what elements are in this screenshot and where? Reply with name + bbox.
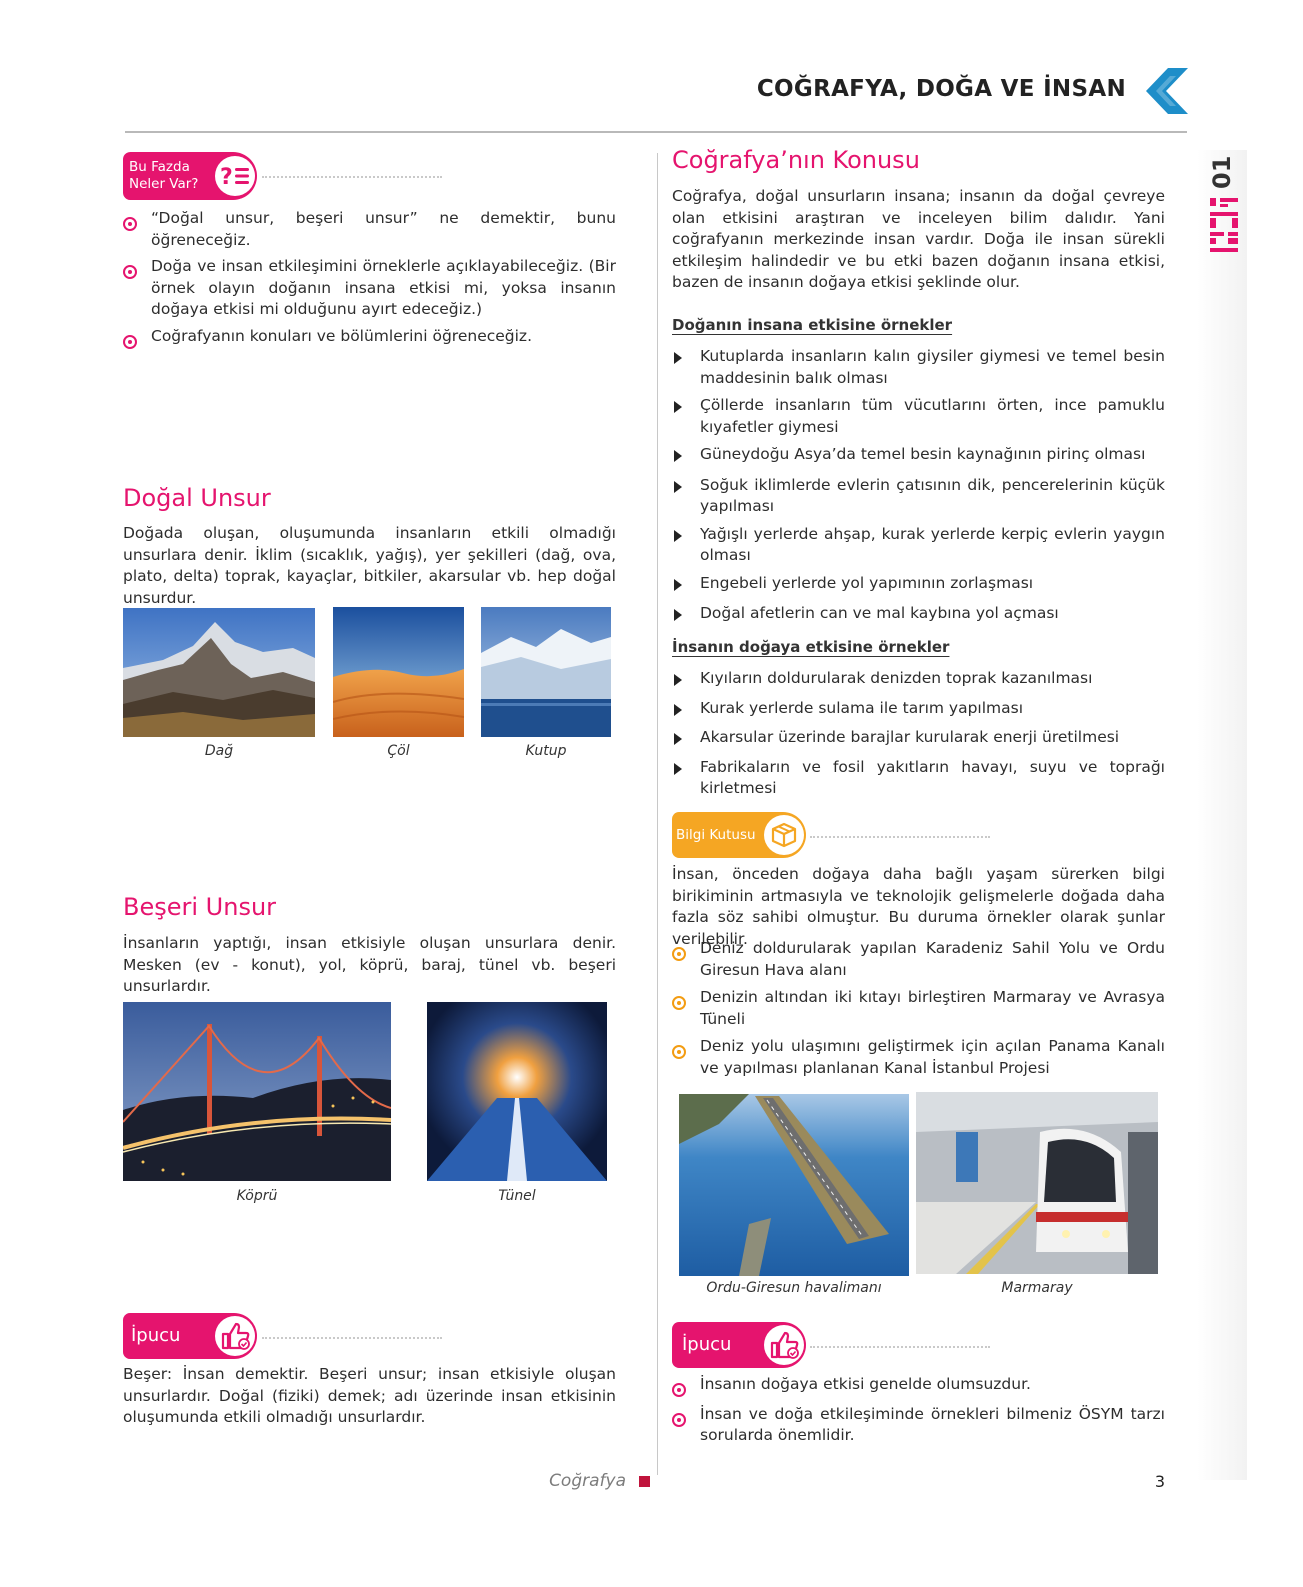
target-bullet-icon (672, 1383, 686, 1397)
badge-ipucu-left (123, 1313, 257, 1359)
chapter-number: 01 (1208, 155, 1236, 189)
section-title-dogal: Doğal Unsur (123, 484, 271, 512)
list-item: “Doğal unsur, beşeri unsur” ne demektir, bunu öğreneceğiz. (123, 208, 616, 251)
airport-photo (679, 1094, 909, 1276)
triangle-bullet-icon (674, 609, 682, 621)
triangle-bullet-icon (674, 401, 682, 413)
target-bullet-icon (672, 1413, 686, 1427)
dotted-rule (262, 176, 442, 178)
triangle-bullet-icon (674, 579, 682, 591)
list-item: İnsan ve doğa etkileşiminde örnekleri bilmeniz ÖSYM tarzı sorularda önemlidir. (672, 1404, 1165, 1447)
triangle-bullet-icon (674, 481, 682, 493)
triangle-bullet-icon (674, 450, 682, 462)
list-item: Güneydoğu Asya’da temel besin kaynağının pirinç olması (672, 444, 1165, 469)
target-bullet-icon (123, 335, 137, 349)
badge-ipucu-right (672, 1322, 806, 1368)
list-item: Soğuk iklimlerde evlerin çatısının dik, pencerelerinin küçük yapılması (672, 475, 1165, 518)
box-icon (770, 821, 798, 849)
list-item: Doğa ve insan etkileşimini örneklerle açıklayabileceğiz. (Bir örnek olayın doğanın insana etkisi mi, yoksa insanın doğaya etkisi mi olduğunu ayırt edeceğiz.) (123, 256, 616, 321)
list-item: Kutuplarda insanların kalın giysiler giymesi ve temel besin maddesinin balık olması (672, 346, 1165, 389)
badge-ipucu-label: İpucu (131, 1325, 181, 1346)
target-bullet-icon (672, 1045, 686, 1059)
bilgi-list (672, 938, 1165, 1079)
target-bullet-icon (672, 996, 686, 1010)
insan-dogaya-list (672, 668, 1165, 800)
dotted-rule (810, 1346, 990, 1348)
section-title-konu: Coğrafya’nın Konusu (672, 146, 920, 174)
dotted-rule (262, 1337, 442, 1339)
badge-bu-fazda-line1: Bu Fazda (129, 159, 190, 175)
side-strip (1197, 150, 1247, 1480)
list-item: Engebeli yerlerde yol yapımının zorlaşması (672, 573, 1165, 598)
marmaray-photo (916, 1092, 1158, 1274)
page-number: 3 (1154, 1472, 1165, 1491)
column-divider (657, 153, 658, 1475)
bridge-photo (123, 1002, 391, 1181)
chevron-left-icon (1146, 68, 1188, 114)
badge-ipucu-label: İpucu (682, 1334, 732, 1355)
target-bullet-icon (672, 947, 686, 961)
intro-list (123, 208, 616, 350)
caption-tunel: Tünel (498, 1188, 536, 1204)
list-item: Doğal afetlerin can ve mal kaybına yol açması (672, 603, 1165, 628)
triangle-bullet-icon (674, 733, 682, 745)
target-bullet-icon (123, 217, 137, 231)
triangle-bullet-icon (674, 530, 682, 542)
badge-bu-fazda (123, 152, 257, 200)
mountain-photo (123, 608, 315, 737)
dotted-rule (810, 836, 990, 838)
list-item: Yağışlı yerlerde ahşap, kurak yerlerde kerpiç evlerin yaygın olması (672, 524, 1165, 567)
section-title-beseri: Beşeri Unsur (123, 893, 277, 921)
triangle-bullet-icon (674, 352, 682, 364)
desert-photo (333, 607, 464, 737)
list-item: Deniz yolu ulaşımını geliştirmek için açılan Panama Kanalı ve yapılması planlanan Kanal İstanbul Projesi (672, 1036, 1165, 1079)
caption-dag: Dağ (204, 743, 234, 759)
list-item: Fabrikaların ve fosil yakıtların havayı, suyu ve toprağı kirletmesi (672, 757, 1165, 800)
list-item: Denizin altından iki kıtayı birleştiren Marmaray ve Avrasya Tüneli (672, 987, 1165, 1030)
doga-insana-list (672, 346, 1165, 628)
list-item: İnsanın doğaya etkisi genelde olumsuzdur. (672, 1374, 1165, 1399)
triangle-bullet-icon (674, 674, 682, 686)
caption-marmaray: Marmaray (1001, 1280, 1073, 1296)
dogal-text: Doğada oluşan, oluşumunda insanların etkili olmadığı unsurlara denir. İklim (sıcaklık, yağış), yer şekilleri (dağ, ova, plato, delta) toprak, kayaçlar, bitkiler, akarsular vb. hep doğal unsurdur. (123, 524, 616, 607)
header-rule (125, 131, 1187, 133)
list-item: Deniz doldurularak yapılan Karadeniz Sahil Yolu ve Ordu Giresun Hava alanı (672, 938, 1165, 981)
beseri-text: İnsanların yaptığı, insan etkisiyle oluşan unsurlara denir. Mesken (ev - konut), yol, köprü, baraj, tünel vb. beşeri unsurlardır. (123, 934, 616, 995)
target-bullet-icon (123, 265, 137, 279)
bilgi-text: İnsan, önceden doğaya daha bağlı yaşam sürerken bilgi birikiminin artmasıyla ve teknolojik gelişmelerle doğada daha fazla söz sahibi olmuştur. Bu duruma örnekler olarak şunlar verilebilir. (672, 865, 1165, 948)
badge-bilgi-label: Bilgi Kutusu (676, 827, 756, 843)
list-item: Kıyıların doldurularak denizden toprak kazanılması (672, 668, 1165, 693)
list-item: Kurak yerlerde sulama ile tarım yapılması (672, 698, 1165, 723)
badge-bilgi-kutusu (672, 812, 806, 858)
badge-bu-fazda-line2: Neler Var? (129, 176, 199, 192)
fasil-logo (1206, 196, 1242, 254)
question-list-icon (219, 163, 251, 189)
list-item: Çöllerde insanların tüm vücutlarını örten, ince pamuklu kıyafetler giymesi (672, 395, 1165, 438)
thumbs-up-icon (220, 1322, 250, 1350)
triangle-bullet-icon (674, 704, 682, 716)
insan-dogaya-title: İnsanın doğaya etkisine örnekler (672, 638, 950, 656)
footer-subject: Coğrafya (549, 1471, 626, 1491)
list-item: Akarsular üzerinde barajlar kurularak enerji üretilmesi (672, 727, 1165, 752)
list-item: Coğrafyanın konuları ve bölümlerini öğreneceğiz. (123, 326, 616, 351)
footer-square (639, 1476, 650, 1487)
polar-photo (481, 607, 611, 737)
tunnel-photo (427, 1002, 607, 1181)
page-header-title: COĞRAFYA, DOĞA VE İNSAN (756, 76, 1126, 102)
svg-text:?: ? (220, 165, 233, 189)
caption-ordu-giresun: Ordu-Giresun havalimanı (706, 1280, 882, 1296)
triangle-bullet-icon (674, 763, 682, 775)
doga-insana-title: Doğanın insana etkisine örnekler (672, 316, 953, 334)
caption-kutup: Kutup (525, 743, 567, 759)
ipucu-right-list (672, 1374, 1165, 1447)
konu-text: Coğrafya, doğal unsurların insana; insanın da doğal çevreye olan etkisini araştıran ve inceleyen bilim dalıdır. Yani coğrafyanın merkezinde insan vardır. Doğa ile insan sürekli etkileşim halindedir ve bu etki bazen doğanın insana etkisi, bazen de insanın doğaya etkisi şeklinde olur. (672, 187, 1165, 291)
caption-col: Çöl (387, 743, 410, 759)
caption-kopru: Köprü (236, 1188, 278, 1204)
ipucu-left-text: Beşer: İnsan demektir. Beşeri unsur; insan etkisiyle oluşan unsurlardır. Doğal (fiziki) demek; adı üzerinde insan etkisinin oluşumunda etkili olmadığı unsurlardır. (123, 1365, 616, 1426)
thumbs-up-icon (769, 1331, 799, 1359)
